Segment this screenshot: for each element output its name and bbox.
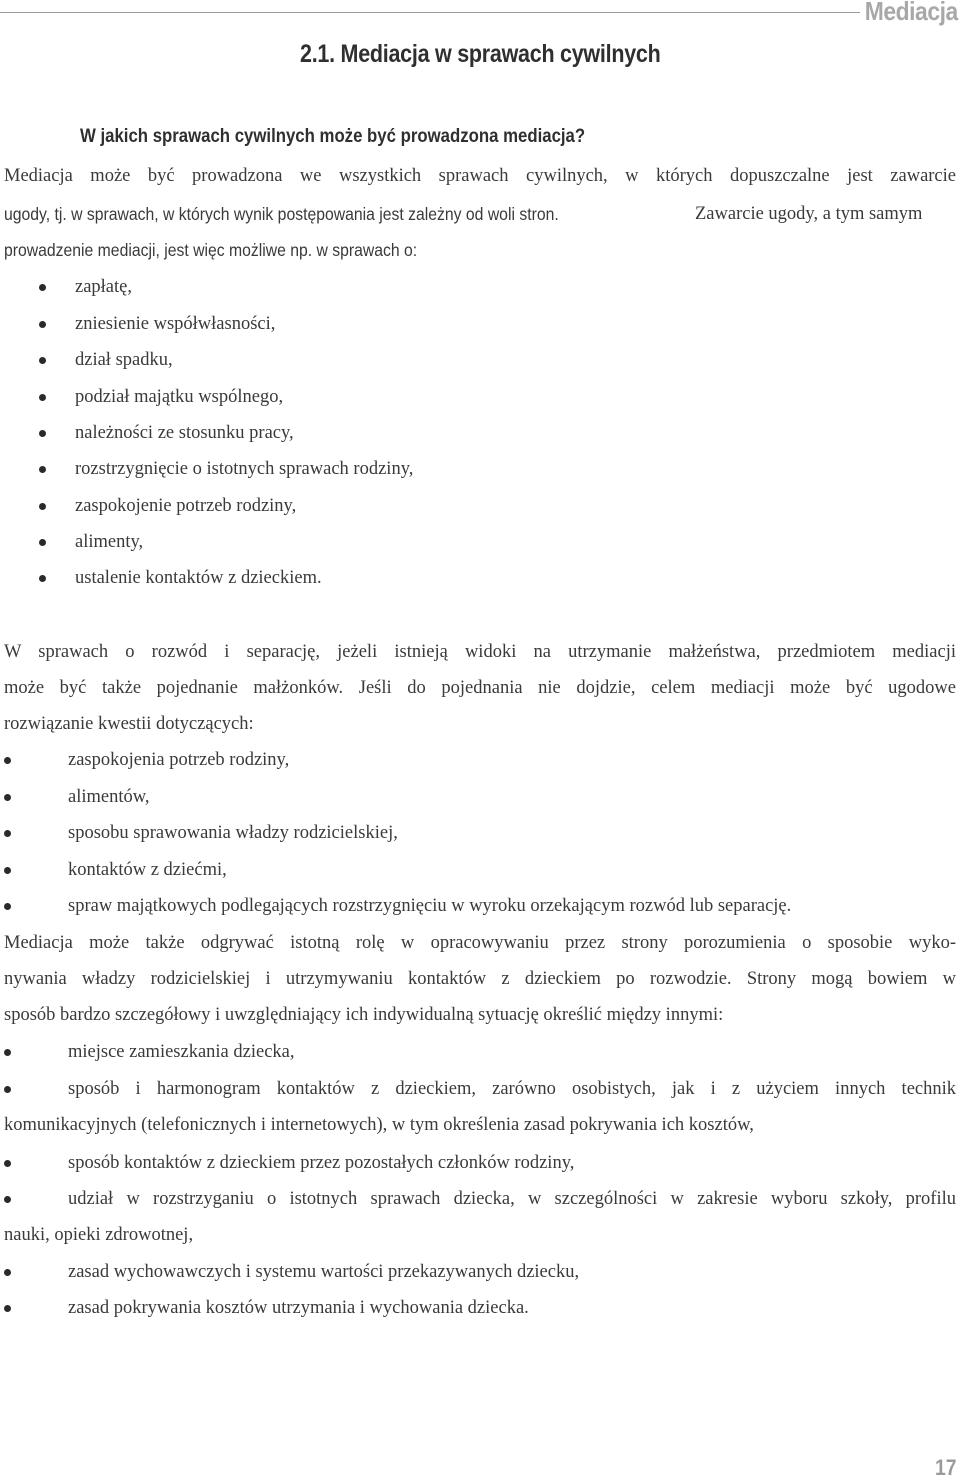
para1-line2a: ugody, tj. w sprawach, w których wynik postępowania jest zależny od woli stron. <box>4 204 559 224</box>
para1-line2 <box>4 202 620 227</box>
para2-line2: może być także pojednanie małżonków. Jeśli do pojednania nie dojdzie, celem mediacji może być ugodowe <box>4 678 956 698</box>
list-item: należności ze stosunku pracy, <box>75 423 294 443</box>
list-item: rozstrzygnięcie o istotnych sprawach rodziny, <box>75 459 414 479</box>
list-item: alimentów, <box>68 787 150 807</box>
para1-line3 <box>4 238 463 263</box>
bullet <box>39 284 46 291</box>
bullet <box>39 321 46 328</box>
list-item: udział w rozstrzyganiu o istotnych sprawach dziecka, w szczególności w zakresie wyboru szkoły, profilu <box>68 1189 956 1209</box>
bullet <box>4 1049 11 1056</box>
bullet <box>39 466 46 473</box>
bullet <box>4 1269 11 1276</box>
list-item: zaspokojenie potrzeb rodziny, <box>75 496 297 516</box>
bullet <box>4 1086 11 1093</box>
bullet <box>4 1305 11 1312</box>
list-item: zasad wychowawczych i systemu wartości przekazywanych dziecku, <box>68 1262 580 1282</box>
list-item: kontaktów z dziećmi, <box>68 860 227 880</box>
list-item: dział spadku, <box>75 350 173 370</box>
para2-line1: W sprawach o rozwód i separację, jeżeli istnieją widoki na utrzymanie małżeństwa, przedmiotem mediacji <box>4 642 956 662</box>
bullet <box>4 867 11 874</box>
bullet <box>39 394 46 401</box>
list-item: alimenty, <box>75 532 144 552</box>
list-item: sposobu sprawowania władzy rodzicielskiej, <box>68 823 398 843</box>
bullet <box>39 575 46 582</box>
bullet <box>4 1160 11 1167</box>
list-item-continuation: komunikacyjnych (telefonicznych i internetowych), w tym określenia zasad pokrywania ich kosztów, <box>4 1115 754 1135</box>
bullet <box>4 1196 11 1203</box>
list-item: sposób kontaktów z dzieckiem przez pozostałych członków rodziny, <box>68 1153 575 1173</box>
list-item: spraw majątkowych podlegających rozstrzygnięciu w wyroku orzekającym rozwód lub separację. <box>68 896 792 916</box>
list-item: podział majątku wspólnego, <box>75 387 284 407</box>
question-heading: W jakich sprawach cywilnych może być prowadzona mediacja? <box>80 125 586 147</box>
running-header <box>0 0 960 40</box>
bullet <box>4 757 11 764</box>
bullet <box>4 794 11 801</box>
para3-line3: sposób bardzo szczegółowy i uwzględniający ich indywidualną sytuację określić między innymi: <box>4 1005 724 1025</box>
list-item-continuation: nauki, opieki zdrowotnej, <box>4 1225 194 1245</box>
list-item: zaspokojenia potrzeb rodziny, <box>68 750 290 770</box>
page-number: 17 <box>934 1455 956 1480</box>
running-title: Mediacja <box>864 0 958 26</box>
para3-line1: Mediacja może także odgrywać istotną rolę w opracowywaniu przez strony porozumienia o sposobie wyko- <box>4 933 956 953</box>
para2-line3: rozwiązanie kwestii dotyczących: <box>4 714 254 734</box>
para1-line3-text: prowadzenie mediacji, jest więc możliwe np. w sprawach o: <box>4 240 418 260</box>
para1-line1: Mediacja może być prowadzona we wszystkich sprawach cywilnych, w których dopuszczalne jest zawarcie <box>4 166 956 186</box>
para3-line2: nywania władzy rodzicielskiej i utrzymywaniu kontaktów z dzieckiem po rozwodzie. Strony mogą bowiem w <box>4 969 956 989</box>
list-item: zniesienie współwłasności, <box>75 314 276 334</box>
bullet <box>39 503 46 510</box>
list-item: miejsce zamieszkania dziecka, <box>68 1042 295 1062</box>
list-item: zasad pokrywania kosztów utrzymania i wychowania dziecka. <box>68 1298 529 1318</box>
bullet <box>4 903 11 910</box>
bullet <box>39 539 46 546</box>
header-rule <box>0 12 860 13</box>
section-title: 2.1. Mediacja w sprawach cywilnych <box>300 40 661 68</box>
list-item: ustalenie kontaktów z dzieckiem. <box>75 568 322 588</box>
bullet <box>4 830 11 837</box>
list-item: sposób i harmonogram kontaktów z dzieckiem, zarówno osobistych, jak i z użyciem innych technik <box>68 1079 956 1099</box>
para1-line2b: Zawarcie ugody, a tym samym <box>695 204 923 224</box>
bullet <box>39 430 46 437</box>
bullet <box>39 357 46 364</box>
list-item: zapłatę, <box>75 277 132 297</box>
